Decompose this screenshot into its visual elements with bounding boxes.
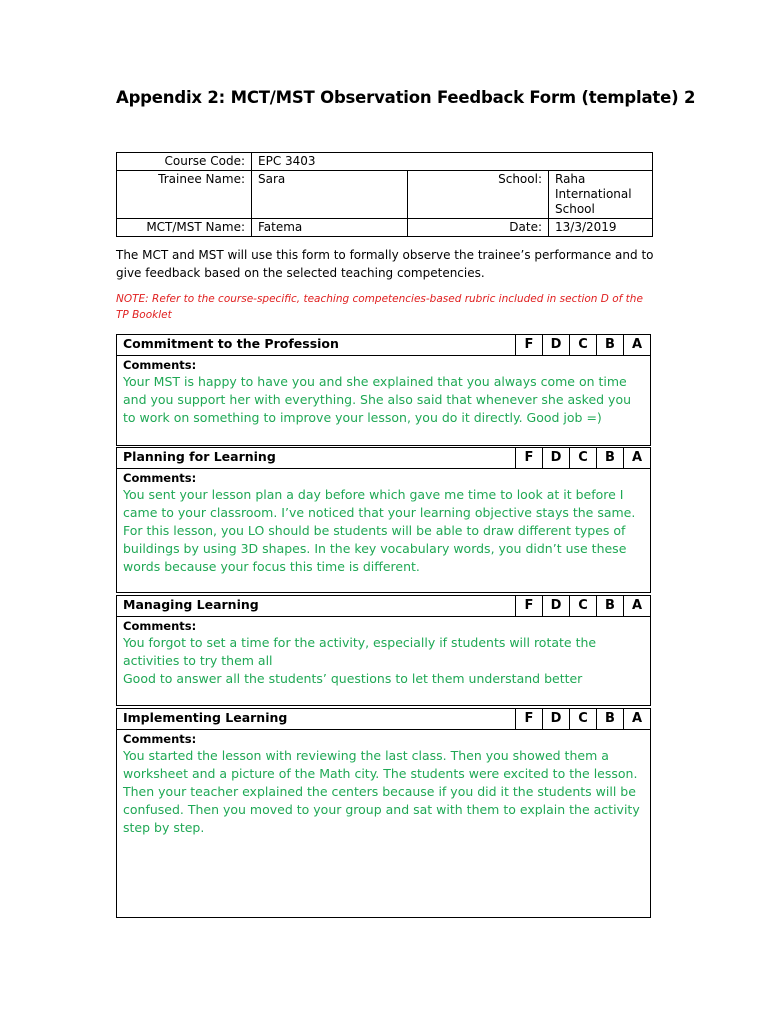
grade-a-cell[interactable]: A: [623, 596, 650, 616]
comment-line: words because your focus this time is different.: [123, 559, 420, 574]
section-header: [117, 709, 650, 730]
comment-text: [123, 486, 644, 576]
section-header: [117, 448, 650, 469]
section-implementing-learning: [116, 708, 651, 918]
grade-c-cell[interactable]: C: [569, 335, 596, 355]
grade-f-cell[interactable]: F: [515, 596, 542, 616]
comment-line: You forgot to set a time for the activity, especially if students will rotate the: [123, 635, 597, 650]
comments-label: Comments:: [123, 358, 197, 372]
grade-b-cell[interactable]: B: [596, 335, 623, 355]
grade-a-cell[interactable]: A: [623, 709, 650, 729]
grade-c-cell[interactable]: C: [569, 596, 596, 616]
comment-line: to work on something to improve your lesson, you do it directly. Good job =): [123, 410, 602, 425]
trainee-info-table: [116, 152, 653, 237]
school-value: Raha International School: [549, 171, 653, 219]
comment-line: and you support her with everything. She also said that whenever she asked you: [123, 392, 632, 407]
comment-line: step by step.: [123, 820, 205, 835]
section-title: Implementing Learning: [123, 710, 288, 725]
section-header: [117, 596, 650, 617]
grade-c-cell[interactable]: C: [569, 709, 596, 729]
grade-c-cell[interactable]: C: [569, 448, 596, 468]
comment-line: For this lesson, you LO should be students will be able to draw different types of: [123, 523, 626, 538]
mct-mst-name-value: Fatema: [252, 219, 408, 237]
grade-b-cell[interactable]: B: [596, 596, 623, 616]
course-code-label: Course Code:: [117, 153, 252, 171]
trainee-name-value: Sara: [252, 171, 408, 219]
grade-a-cell[interactable]: A: [623, 448, 650, 468]
comment-line: Then your teacher explained the centers because if you did it the students will be: [123, 784, 636, 799]
grade-d-cell[interactable]: D: [542, 335, 569, 355]
page-title: Appendix 2: MCT/MST Observation Feedback Form (template) 2: [116, 88, 696, 107]
section-planning-for-learning: [116, 447, 651, 593]
grade-d-cell[interactable]: D: [542, 596, 569, 616]
comment-line: worksheet and a picture of the Math city. The students were excited to the lesson.: [123, 766, 638, 781]
comment-line: buildings by using 3D shapes. In the key vocabulary words, you didn’t use these: [123, 541, 627, 556]
date-label: Date:: [408, 219, 549, 237]
grade-b-cell[interactable]: B: [596, 709, 623, 729]
section-title: Managing Learning: [123, 597, 259, 612]
section-title: Commitment to the Profession: [123, 336, 339, 351]
comments-label: Comments:: [123, 619, 197, 633]
grade-f-cell[interactable]: F: [515, 335, 542, 355]
comment-line: confused. Then you moved to your group and sat with them to explain the activity: [123, 802, 640, 817]
date-value: 13/3/2019: [549, 219, 653, 237]
intro-paragraph: The MCT and MST will use this form to formally observe the trainee’s performance and to give feedback based on the selected teaching competencies.: [116, 248, 654, 280]
rubric-note: NOTE: Refer to the course-specific, teaching competencies-based rubric included in section D of the TP Booklet: [116, 293, 643, 321]
trainee-name-label: Trainee Name:: [117, 171, 252, 219]
comments-label: Comments:: [123, 732, 197, 746]
section-comments: [117, 356, 650, 427]
comment-line: activities to try them all: [123, 653, 273, 668]
comment-line: Good to answer all the students’ questions to let them understand better: [123, 671, 583, 686]
comment-line: You sent your lesson plan a day before which gave me time to look at it before I: [123, 487, 624, 502]
section-managing-learning: [116, 595, 651, 706]
school-label: School:: [408, 171, 549, 219]
section-comments: [117, 469, 650, 576]
grade-f-cell[interactable]: F: [515, 709, 542, 729]
comment-text: [123, 747, 644, 837]
comment-text: [123, 634, 644, 688]
section-title: Planning for Learning: [123, 449, 276, 464]
grade-b-cell[interactable]: B: [596, 448, 623, 468]
grade-f-cell[interactable]: F: [515, 448, 542, 468]
grade-d-cell[interactable]: D: [542, 709, 569, 729]
section-header: [117, 335, 650, 356]
grade-d-cell[interactable]: D: [542, 448, 569, 468]
section-comments: [117, 730, 650, 837]
grade-a-cell[interactable]: A: [623, 335, 650, 355]
comment-line: Your MST is happy to have you and she explained that you always come on time: [123, 374, 627, 389]
comment-line: You started the lesson with reviewing the last class. Then you showed them a: [123, 748, 609, 763]
section-commitment-to-the-profession: [116, 334, 651, 446]
comment-line: came to your classroom. I’ve noticed that your learning objective stays the same.: [123, 505, 636, 520]
comment-text: [123, 373, 644, 427]
comments-label: Comments:: [123, 471, 197, 485]
course-code-value: EPC 3403: [252, 153, 653, 171]
section-comments: [117, 617, 650, 688]
mct-mst-name-label: MCT/MST Name:: [117, 219, 252, 237]
